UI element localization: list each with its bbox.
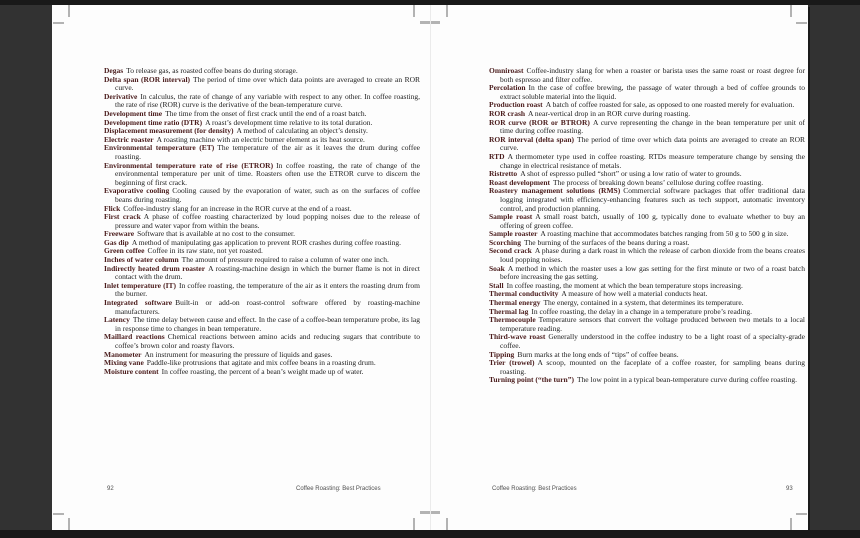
glossary-entry xyxy=(489,359,805,376)
glossary-definition: In the case of coffee brewing, the passage of water through a bed of coffee grounds to extract soluble material into the liquid. xyxy=(500,83,805,101)
glossary-definition: A roasting machine with an electric burner element as its heat source. xyxy=(156,134,365,144)
glossary-term: Scorching xyxy=(489,237,521,247)
glossary-page-left xyxy=(104,67,420,376)
glossary-entry xyxy=(104,368,420,377)
glossary-term: Tipping xyxy=(489,349,515,359)
glossary-definition: Burn marks at the long ends of “tips” of coffee beans. xyxy=(517,349,679,359)
glossary-term: Freeware xyxy=(104,229,135,239)
glossary-entry xyxy=(489,376,805,385)
glossary-term: Sample roaster xyxy=(489,229,538,239)
glossary-term: Flick xyxy=(104,203,121,213)
glossary-definition: Cooling caused by the evaporation of water, such as on the surfaces of coffee beans during roasting. xyxy=(115,186,420,204)
glossary-definition: Built-in or add-on roast-control software offered by roasting-machine manufacturers. xyxy=(115,298,420,316)
glossary-term: Development time ratio (DTR) xyxy=(104,117,203,127)
glossary-definition: A phase of coffee roasting characterized by loud popping noises due to the release of pressure and water vapor from within the beans. xyxy=(115,212,420,230)
glossary-term: Development time xyxy=(104,108,163,118)
crop-mark xyxy=(413,518,415,530)
glossary-entry xyxy=(104,316,420,333)
glossary-definition: The time delay between cause and effect. In the case of a coffee-bean temperature probe, its lag in response time to changes in bean temperature. xyxy=(115,315,420,333)
glossary-term: Roastery management solutions (RMS) xyxy=(489,186,621,196)
glossary-definition: A roast’s development time relative to its total duration. xyxy=(205,117,373,127)
running-title-right: Coffee Roasting: Best Practices xyxy=(492,486,577,492)
glossary-definition: Paddle-like protrusions that agitate and mix coffee beans in a roasting drum. xyxy=(146,358,376,368)
glossary-definition: The low point in a typical bean-temperature curve during coffee roasting. xyxy=(576,375,797,385)
glossary-definition: A curve representing the change in the bean temperature per unit of time during coffee roasting. xyxy=(500,117,805,136)
glossary-term: Roast development xyxy=(489,177,551,187)
glossary-term: Indirectly heated drum roaster xyxy=(104,263,206,273)
glossary-term: Thermal lag xyxy=(489,306,529,316)
glossary-term: Environmental temperature (ET) xyxy=(104,143,215,153)
glossary-definition: Coffee-industry slang for when a roaster or barista uses the same roast or roast degree for both espresso and filter coffee. xyxy=(500,66,805,84)
glossary-term: Omniroast xyxy=(489,66,524,75)
glossary-term: Third-wave roast xyxy=(489,332,546,342)
glossary-definition: An instrument for measuring the pressure of liquids and gases. xyxy=(144,349,333,359)
glossary-definition: A thermometer type used in coffee roasting. RTDs measure temperature change by sensing the change in electrical resistance of metals. xyxy=(500,151,805,170)
glossary-entry xyxy=(489,153,805,170)
glossary-entry xyxy=(489,333,805,350)
glossary-definition: In coffee roasting, the moment at which the bean temperature stops increasing. xyxy=(506,280,743,290)
glossary-entry xyxy=(489,119,805,136)
glossary-entry xyxy=(104,282,420,299)
glossary-term: Latency xyxy=(104,315,130,325)
glossary-definition: In coffee roasting, the delay in a change in a temperature probe’s reading. xyxy=(531,306,752,316)
glossary-term: Moisture content xyxy=(104,366,159,376)
glossary-definition: In coffee roasting, the rate of change of the environmental temperature per unit of time. Roasters often use the ETROR curve to discern the beginning of first crack. xyxy=(115,160,420,187)
crop-mark xyxy=(796,22,807,24)
glossary-term: Green coffee xyxy=(104,246,145,256)
glossary-term: Percolation xyxy=(489,83,526,93)
glossary-entry xyxy=(104,162,420,188)
glossary-definition: Temperature sensors that convert the voltage produced between two metals to a local temperature reading. xyxy=(500,315,805,333)
glossary-term: Ristretto xyxy=(489,169,518,179)
glossary-term: Gas dip xyxy=(104,237,129,247)
crop-mark xyxy=(413,5,415,17)
glossary-definition: A near-vertical drop in an ROR curve during roasting. xyxy=(528,108,691,118)
glossary-definition: To release gas, as roasted coffee beans do during storage. xyxy=(126,66,298,75)
glossary-term: ROR interval (delta span) xyxy=(489,134,575,144)
glossary-term: Production roast xyxy=(489,100,543,110)
glossary-entry xyxy=(489,316,805,333)
glossary-definition: The time from the onset of first crack until the end of a roast batch. xyxy=(165,108,367,118)
glossary-term: Inlet temperature (IT) xyxy=(104,280,177,290)
glossary-term: Second crack xyxy=(489,246,532,256)
crop-mark xyxy=(790,518,792,530)
glossary-definition: A roasting-machine design in which the burner flame is not in direct contact with the drum. xyxy=(115,263,420,282)
glossary-definition: A phase during a dark roast in which the release of carbon dioxide from the beans creates loud popping noises. xyxy=(500,246,805,265)
page-spine-divider xyxy=(430,5,431,530)
glossary-definition: The process of breaking down beans’ cellulose during coffee roasting. xyxy=(553,177,764,187)
glossary-definition: The burning of the surfaces of the beans during a roast. xyxy=(523,237,690,247)
crop-mark xyxy=(68,518,70,530)
glossary-definition: In coffee roasting, the percent of a bean’s weight made up of water. xyxy=(161,366,364,376)
glossary-entry xyxy=(104,333,420,350)
glossary-page-right xyxy=(489,67,805,385)
glossary-term: Soak xyxy=(489,263,505,273)
glossary-definition: The amount of pressure required to raise a column of water one inch. xyxy=(181,255,389,265)
glossary-entry xyxy=(489,265,805,282)
running-title-left: Coffee Roasting: Best Practices xyxy=(296,486,381,492)
crop-mark xyxy=(53,22,64,24)
glossary-definition: Commercial software packages that offer traditional data logging integrated with efficiency-enhancing features such as tech support, automatic inventory control, and production planning. xyxy=(500,186,805,213)
glossary-term: ROR curve (ROR or BTROR) xyxy=(489,117,590,127)
glossary-term: Thermal energy xyxy=(489,298,541,308)
glossary-definition: Chemical reactions between amino acids and reducing sugars that contribute to coffee’s brown color and roasty flavors. xyxy=(115,332,420,350)
glossary-term: Turning point (“the turn”) xyxy=(489,375,574,385)
crop-mark xyxy=(790,5,792,17)
glossary-term: Inches of water column xyxy=(104,255,179,265)
glossary-entry xyxy=(489,247,805,264)
crop-mark xyxy=(796,513,807,515)
glossary-entry xyxy=(104,76,420,93)
book-spread xyxy=(52,5,808,530)
crop-mark xyxy=(446,518,448,530)
glossary-term: Electric roaster xyxy=(104,134,154,144)
glossary-definition: Software that is available at no cost to the consumer. xyxy=(137,229,295,239)
glossary-term: Thermocouple xyxy=(489,315,536,325)
glossary-term: ROR crash xyxy=(489,108,526,118)
glossary-term: Mixing vane xyxy=(104,358,144,368)
glossary-entry xyxy=(104,299,420,316)
glossary-term: Evaporative cooling xyxy=(104,186,170,196)
glossary-definition: The period of time over which data points are averaged to create an ROR curve. xyxy=(500,134,805,153)
glossary-definition: A batch of coffee roasted for sale, as opposed to one roasted merely for evaluation. xyxy=(545,100,795,110)
viewer-bottom-bar xyxy=(0,530,860,538)
glossary-definition: Generally understood in the coffee industry to be a light roast of a specialty-grade coffee. xyxy=(500,332,805,350)
glossary-definition: A method in which the roaster uses a low gas setting for the first minute or two of a roast batch before increasing the gas setting. xyxy=(500,263,805,282)
glossary-definition: A method of manipulating gas application to prevent ROR crashes during coffee roasting. xyxy=(131,237,401,247)
glossary-definition: The period of time over which data points are averaged to create an ROR curve. xyxy=(115,74,420,93)
glossary-definition: A small roast batch, usually of 100 g, typically done to evaluate whether to buy an offering of green coffee. xyxy=(500,212,805,230)
glossary-term: Maillard reactions xyxy=(104,332,165,342)
glossary-term: Environmental temperature rate of rise (ETROR) xyxy=(104,160,274,170)
glossary-definition: The temperature of the air as it leaves the drum during coffee roasting. xyxy=(115,143,420,161)
glossary-term: RTD xyxy=(489,151,505,161)
glossary-term: Degas xyxy=(104,66,124,75)
glossary-entry xyxy=(104,213,420,230)
glossary-definition: A measure of how well a material conducts heat. xyxy=(561,289,708,299)
glossary-term: First crack xyxy=(104,212,141,222)
crop-mark xyxy=(68,5,70,17)
glossary-definition: A scoop, mounted on the faceplate of a coffee roaster, for sampling beans during roasting. xyxy=(500,358,805,376)
glossary-term: Derivative xyxy=(104,91,138,101)
glossary-entry xyxy=(489,187,805,213)
glossary-term: Thermal conductivity xyxy=(489,289,559,299)
glossary-entry xyxy=(104,144,420,161)
crop-mark xyxy=(53,513,64,515)
glossary-entry xyxy=(489,213,805,230)
glossary-entry xyxy=(489,136,805,153)
glossary-entry xyxy=(104,265,420,282)
page-number-right: 93 xyxy=(786,486,793,492)
glossary-definition: Coffee-industry slang for an increase in the ROR curve at the end of a roast. xyxy=(123,203,352,213)
glossary-term: Integrated software xyxy=(104,298,173,308)
glossary-term: Displacement measurement (for density) xyxy=(104,126,234,136)
glossary-entry xyxy=(104,93,420,110)
glossary-definition: A roasting machine that accommodates batches ranging from 50 g to 500 g in size. xyxy=(540,229,789,239)
crop-mark xyxy=(446,5,448,17)
glossary-term: Stall xyxy=(489,280,504,290)
glossary-term: Sample roast xyxy=(489,212,533,222)
glossary-entry xyxy=(104,187,420,204)
glossary-entry xyxy=(489,84,805,101)
glossary-term: Trier (trowel) xyxy=(489,358,535,368)
glossary-definition: In calculus, the rate of change of any variable with respect to any other. In coffee roasting, the rate of rise (ROR) curve is the derivative of the bean-temperature curve. xyxy=(115,91,420,110)
page-number-left: 92 xyxy=(107,486,114,492)
glossary-definition: The energy, contained in a system, that determines its temperature. xyxy=(543,298,744,308)
glossary-definition: Coffee in its raw state, not yet roasted. xyxy=(147,246,263,256)
glossary-definition: A shot of espresso pulled “short” or using a low ratio of water to grounds. xyxy=(520,169,742,179)
glossary-definition: In coffee roasting, the temperature of the air as it enters the roasting drum from the burner. xyxy=(115,280,420,299)
glossary-term: Manometer xyxy=(104,349,142,359)
glossary-entry xyxy=(489,67,805,84)
glossary-term: Delta span (ROR interval) xyxy=(104,74,191,84)
glossary-definition: A method of calculating an object’s density. xyxy=(236,126,368,136)
